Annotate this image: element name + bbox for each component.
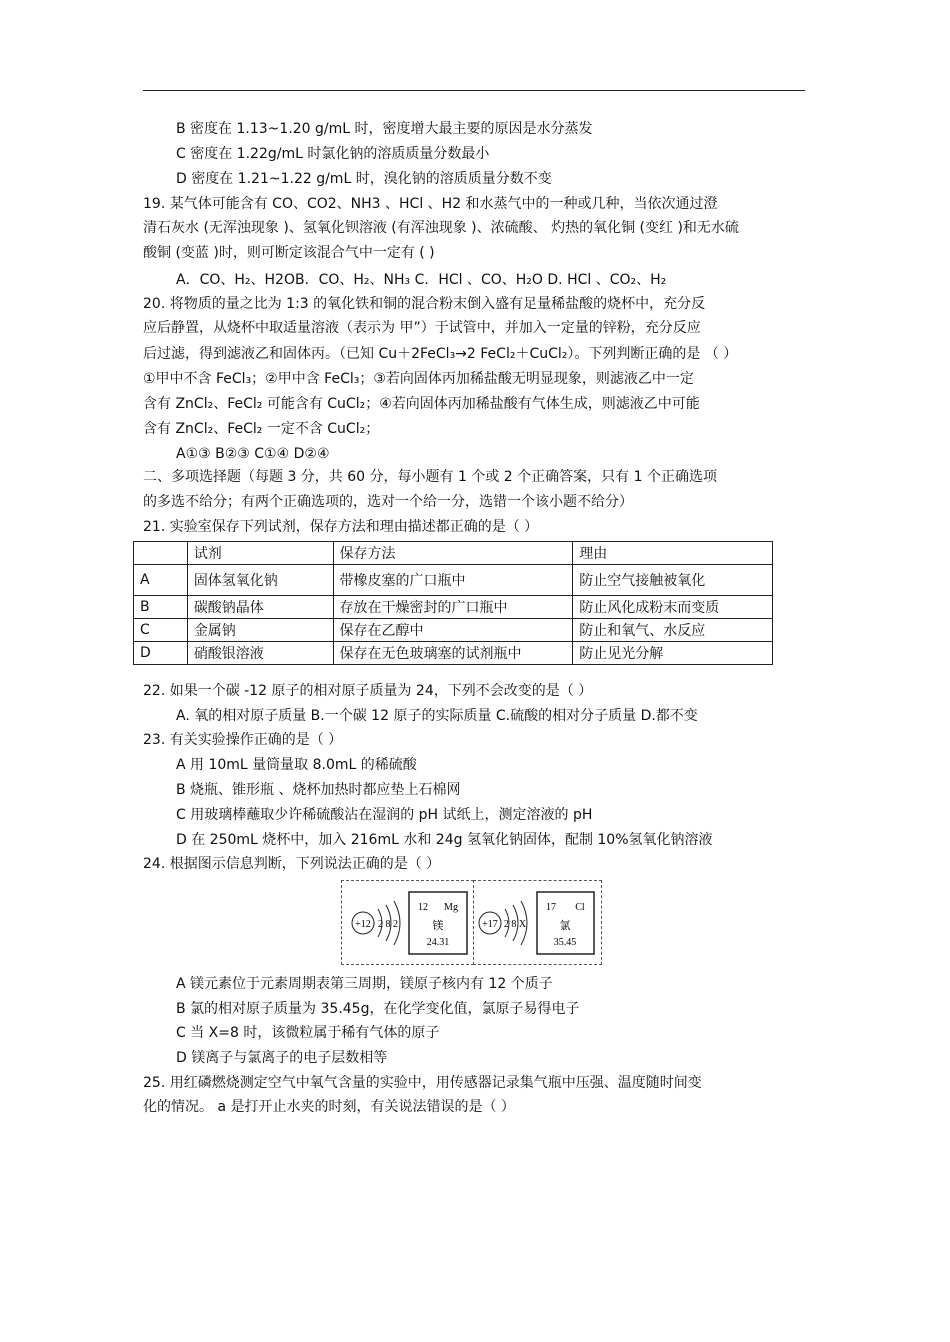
- table-cell: C: [134, 619, 188, 642]
- q20-stem-line6: 含有 ZnCl₂、FeCl₂ 一定不含 CuCl₂；: [143, 421, 380, 437]
- table-cell: 存放在干燥密封的广口瓶中: [333, 596, 573, 619]
- table-cell: 硝酸银溶液: [187, 642, 333, 665]
- q23-stem: 23. 有关实验操作正确的是（ ）: [143, 732, 343, 748]
- mg-name: 镁: [432, 919, 444, 932]
- table-row: [134, 619, 773, 642]
- cl-name: 氯: [559, 919, 571, 932]
- mg-shell-electrons: 2 8 2: [378, 919, 398, 930]
- q18-option-b: B 密度在 1.13~1.20 g/mL 时，密度增大最主要的原因是水分蒸发: [176, 121, 593, 137]
- q23-option-b: B 烧瓶、锥形瓶 、烧杯加热时都应垫上石棉网: [176, 782, 461, 798]
- table-cell: 防止和氧气、水反应: [573, 619, 773, 642]
- table-header-cell: 试剂: [187, 542, 333, 565]
- header-rule: [143, 90, 805, 91]
- table-cell: D: [134, 642, 188, 665]
- cl-nucleus-charge: +17: [482, 919, 498, 930]
- mg-symbol: Mg: [444, 902, 458, 913]
- q21-table: [133, 541, 773, 665]
- table-cell: 防止风化成粉末而变质: [573, 596, 773, 619]
- table-cell: A: [134, 565, 188, 596]
- q24-option-c: C 当 X=8 时，该微粒属于稀有气体的原子: [176, 1025, 440, 1041]
- cl-atomic-mass: 35.45: [553, 937, 577, 948]
- q25-stem-line2: 化的情况。 a 是打开止水夹的时刻，有关说法错误的是（ ）: [143, 1099, 515, 1115]
- mg-figure: [341, 880, 474, 965]
- q20-stem-line3: 后过滤，得到滤液乙和固体丙。（已知 Cu＋2FeCl₃→2 FeCl₂＋CuCl₂）。下列判断正确的是 （ ）: [143, 346, 738, 362]
- cl-shell-electrons: 2 8 X: [503, 919, 527, 930]
- q22-options: A. 氧的相对原子质量 B.一个碳 12 原子的实际质量 C.硫酸的相对分子质量 D.都不变: [176, 708, 698, 724]
- mg-nucleus-charge: +12: [355, 919, 371, 930]
- table-cell: B: [134, 596, 188, 619]
- q24-option-a: A 镁元素位于元素周期表第三周期，镁原子核内有 12 个质子: [176, 976, 553, 992]
- q20-stem-line2: 应后静置，从烧杯中取适量溶液（表示为 甲”）于试管中，并加入一定量的锌粉，充分反应: [143, 320, 701, 336]
- q19-options: A．CO、H₂、H2OB．CO、H₂、NH₃ C．HCl 、CO、H₂O D. HCl 、CO₂、H₂: [176, 272, 667, 288]
- q23-option-a: A 用 10mL 量筒量取 8.0mL 的稀硫酸: [176, 757, 417, 773]
- q24-option-b: B 氯的相对原子质量为 35.45g，在化学变化值，氯原子易得电子: [176, 1001, 580, 1017]
- q19-stem-line2: 清石灰水 (无浑浊现象 )、氢氧化钡溶液 (有浑浊现象 )、浓硫酸、 灼热的氧化铜 (变红 )和无水硫: [143, 220, 739, 236]
- cl-figure: [473, 880, 602, 965]
- table-cell: 保存在无色玻璃塞的试剂瓶中: [333, 642, 573, 665]
- table-cell: 防止见光分解: [573, 642, 773, 665]
- table-cell: 防止空气接触被氧化: [573, 565, 773, 596]
- cl-symbol: Cl: [575, 902, 585, 913]
- q20-options: A①③ B②③ C①④ D②④: [176, 446, 330, 462]
- cl-atomic-number: 17: [546, 902, 556, 913]
- q25-stem-line1: 25. 用红磷燃烧测定空气中氧气含量的实验中，用传感器记录集气瓶中压强、温度随时间变: [143, 1075, 702, 1091]
- table-cell: 固体氢氧化钠: [187, 565, 333, 596]
- q24-stem: 24. 根据图示信息判断，下列说法正确的是（ ）: [143, 856, 441, 872]
- table-header-cell: 保存方法: [333, 542, 573, 565]
- q22-stem: 22. 如果一个碳 -12 原子的相对原子质量为 24，下列不会改变的是（ ）: [143, 683, 593, 699]
- q20-stem-line4: ①甲中不含 FeCl₃；②甲中含 FeCl₃；③若向固体丙加稀盐酸无明显现象，则滤液乙中一定: [143, 371, 694, 387]
- mg-atom-diagram: [342, 881, 473, 964]
- table-cell: 金属钠: [187, 619, 333, 642]
- q18-option-c: C 密度在 1.22g/mL 时氯化钠的溶质质量分数最小: [176, 146, 490, 162]
- table-cell: 带橡皮塞的广口瓶中: [333, 565, 573, 596]
- table-row: [134, 642, 773, 665]
- q19-stem-line3: 酸铜 (变蓝 )时，则可断定该混合气中一定有 ( ): [143, 245, 435, 261]
- table-cell: 保存在乙醇中: [333, 619, 573, 642]
- mg-atomic-mass: 24.31: [426, 937, 450, 948]
- table-row: [134, 565, 773, 596]
- mg-atomic-number: 12: [418, 902, 428, 913]
- q23-option-c: C 用玻璃棒蘸取少许稀硫酸沾在湿润的 pH 试纸上，测定溶液的 pH: [176, 807, 593, 823]
- q20-stem-line1: 20. 将物质的量之比为 1:3 的氧化铁和铜的混合粉末倒入盛有足量稀盐酸的烧杯中，充分反: [143, 296, 706, 312]
- table-header-cell: 理由: [573, 542, 773, 565]
- table-cell: 碳酸钠晶体: [187, 596, 333, 619]
- q18-option-d: D 密度在 1.21~1.22 g/mL 时，溴化钠的溶质质量分数不变: [176, 171, 552, 187]
- table-header-cell: [134, 542, 188, 565]
- table-row: [134, 596, 773, 619]
- section2-instructions-line2: 的多选不给分；有两个正确选项的，选对一个给一分，选错一个该小题不给分）: [143, 494, 633, 510]
- q24-option-d: D 镁离子与氯离子的电子层数相等: [176, 1050, 388, 1066]
- q21-stem: 21. 实验室保存下列试剂，保存方法和理由描述都正确的是（ ）: [143, 519, 539, 535]
- table-header-row: [134, 542, 773, 565]
- q19-stem-line1: 19. 某气体可能含有 CO、CO2、NH3 、HCl 、H2 和水蒸气中的一种或几种，当依次通过澄: [143, 196, 718, 212]
- q23-option-d: D 在 250mL 烧杯中，加入 216mL 水和 24g 氢氧化钠固体，配制 10%氢氧化钠溶液: [176, 832, 713, 848]
- section2-instructions-line1: 二、多项选择题（每题 3 分，共 60 分，每小题有 1 个或 2 个正确答案，只有 1 个正确选项: [143, 469, 717, 485]
- cl-atom-diagram: [474, 881, 601, 964]
- q20-stem-line5: 含有 ZnCl₂、FeCl₂ 可能含有 CuCl₂；④若向固体丙加稀盐酸有气体生成，则滤液乙中可能: [143, 396, 700, 412]
